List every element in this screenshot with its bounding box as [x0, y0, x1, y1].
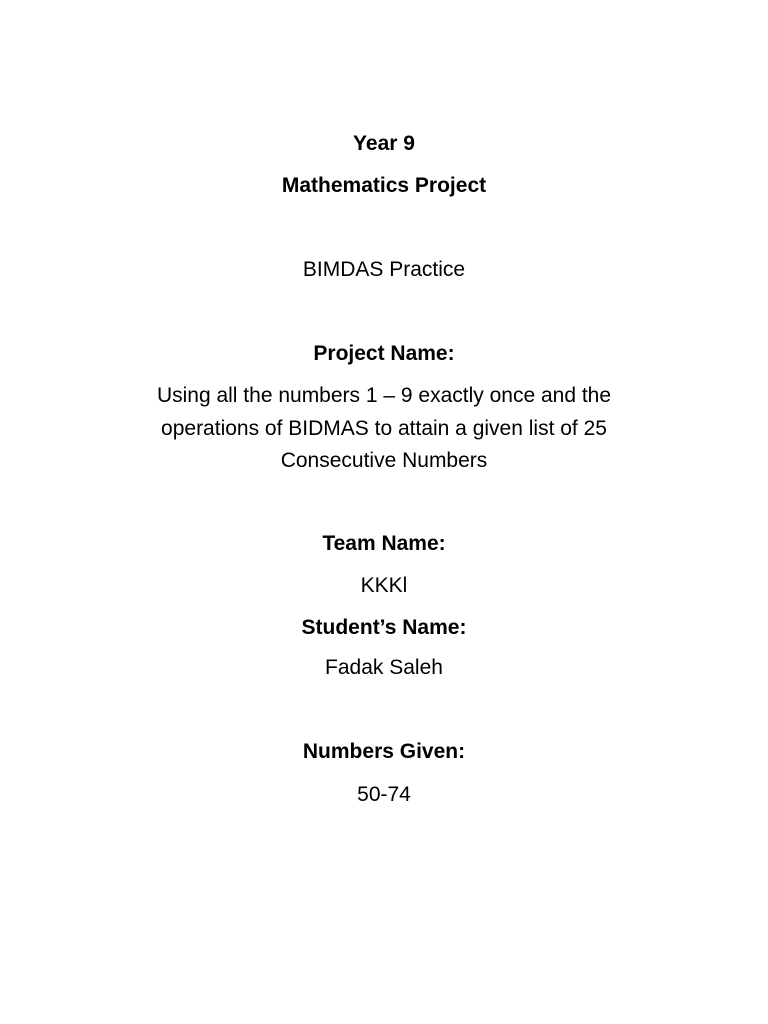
project-name-line-2: operations of BIDMAS to attain a given list of 25: [161, 417, 607, 440]
team-name-value: KKKl: [360, 574, 408, 597]
year-heading: Year 9: [353, 132, 415, 155]
subject-heading: Mathematics Project: [281, 174, 487, 197]
team-name-label: Team Name:: [322, 532, 446, 555]
project-name-line-1: Using all the numbers 1 – 9 exactly once and the: [156, 384, 612, 407]
topic-text: BIMDAS Practice: [302, 258, 466, 281]
student-name-label: Student’s Name:: [301, 616, 467, 639]
project-name-label: Project Name:: [313, 342, 455, 365]
student-name-value: Fadak Saleh: [325, 656, 443, 679]
numbers-given-label: Numbers Given:: [302, 740, 466, 763]
project-name-line-3: Consecutive Numbers: [280, 449, 488, 472]
numbers-given-value: 50-74: [357, 783, 411, 806]
